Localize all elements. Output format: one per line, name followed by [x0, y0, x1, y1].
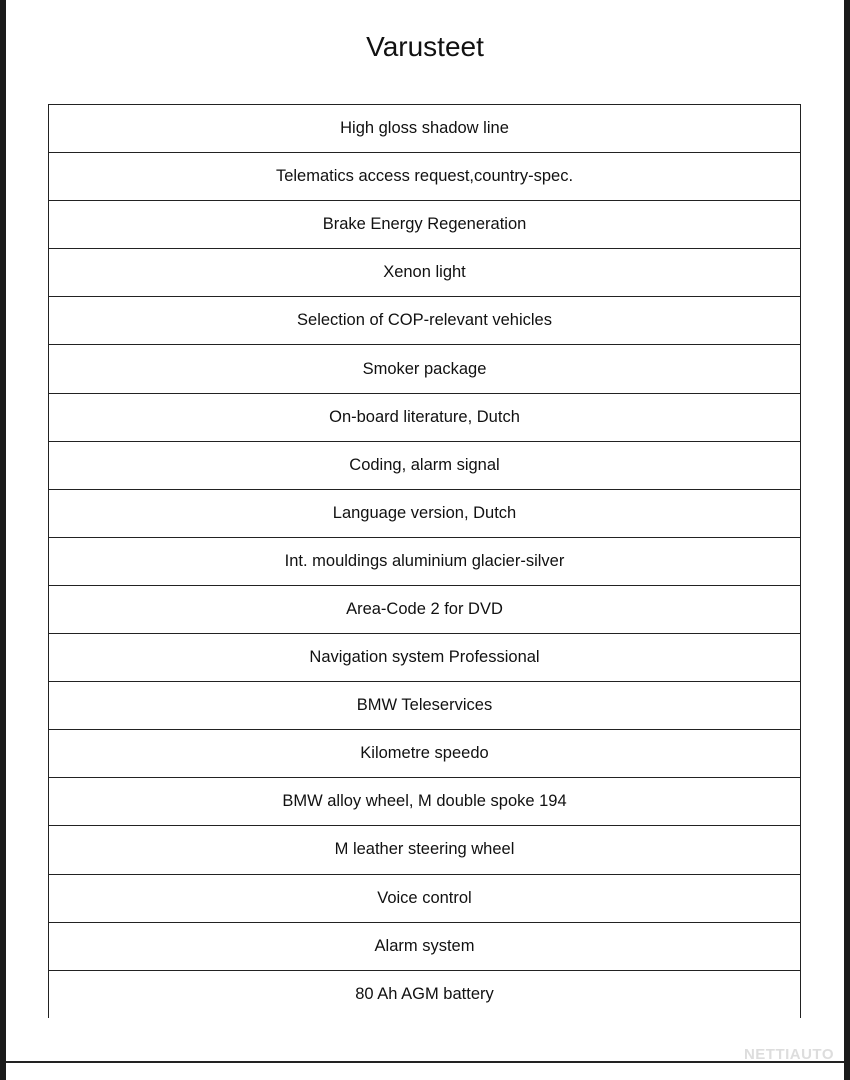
equipment-row: Alarm system [49, 923, 800, 971]
bottom-divider [6, 1061, 844, 1063]
equipment-table [48, 104, 801, 1018]
page-title: Varusteet [366, 31, 484, 62]
equipment-row: Int. mouldings aluminium glacier-silver [49, 538, 800, 586]
equipment-row: Telematics access request,country-spec. [49, 153, 800, 201]
equipment-row: Area-Code 2 for DVD [49, 586, 800, 634]
equipment-row: BMW alloy wheel, M double spoke 194 [49, 778, 800, 826]
equipment-row: Smoker package [49, 345, 800, 393]
equipment-row: High gloss shadow line [49, 105, 800, 153]
equipment-row: Language version, Dutch [49, 490, 800, 538]
equipment-row: Brake Energy Regeneration [49, 201, 800, 249]
page-edge-left [0, 0, 6, 1080]
equipment-row: BMW Teleservices [49, 682, 800, 730]
equipment-row: On-board literature, Dutch [49, 394, 800, 442]
equipment-row: Xenon light [49, 249, 800, 297]
page-edge-right [844, 0, 850, 1080]
equipment-row: M leather steering wheel [49, 826, 800, 874]
equipment-row: Voice control [49, 875, 800, 923]
equipment-row: Kilometre speedo [49, 730, 800, 778]
equipment-row: Selection of COP-relevant vehicles [49, 297, 800, 345]
equipment-row: 80 Ah AGM battery [355, 985, 494, 1004]
equipment-row: Coding, alarm signal [49, 442, 800, 490]
equipment-row: Navigation system Professional [49, 634, 800, 682]
watermark-logo: NETTIAUTO [743, 1046, 834, 1063]
